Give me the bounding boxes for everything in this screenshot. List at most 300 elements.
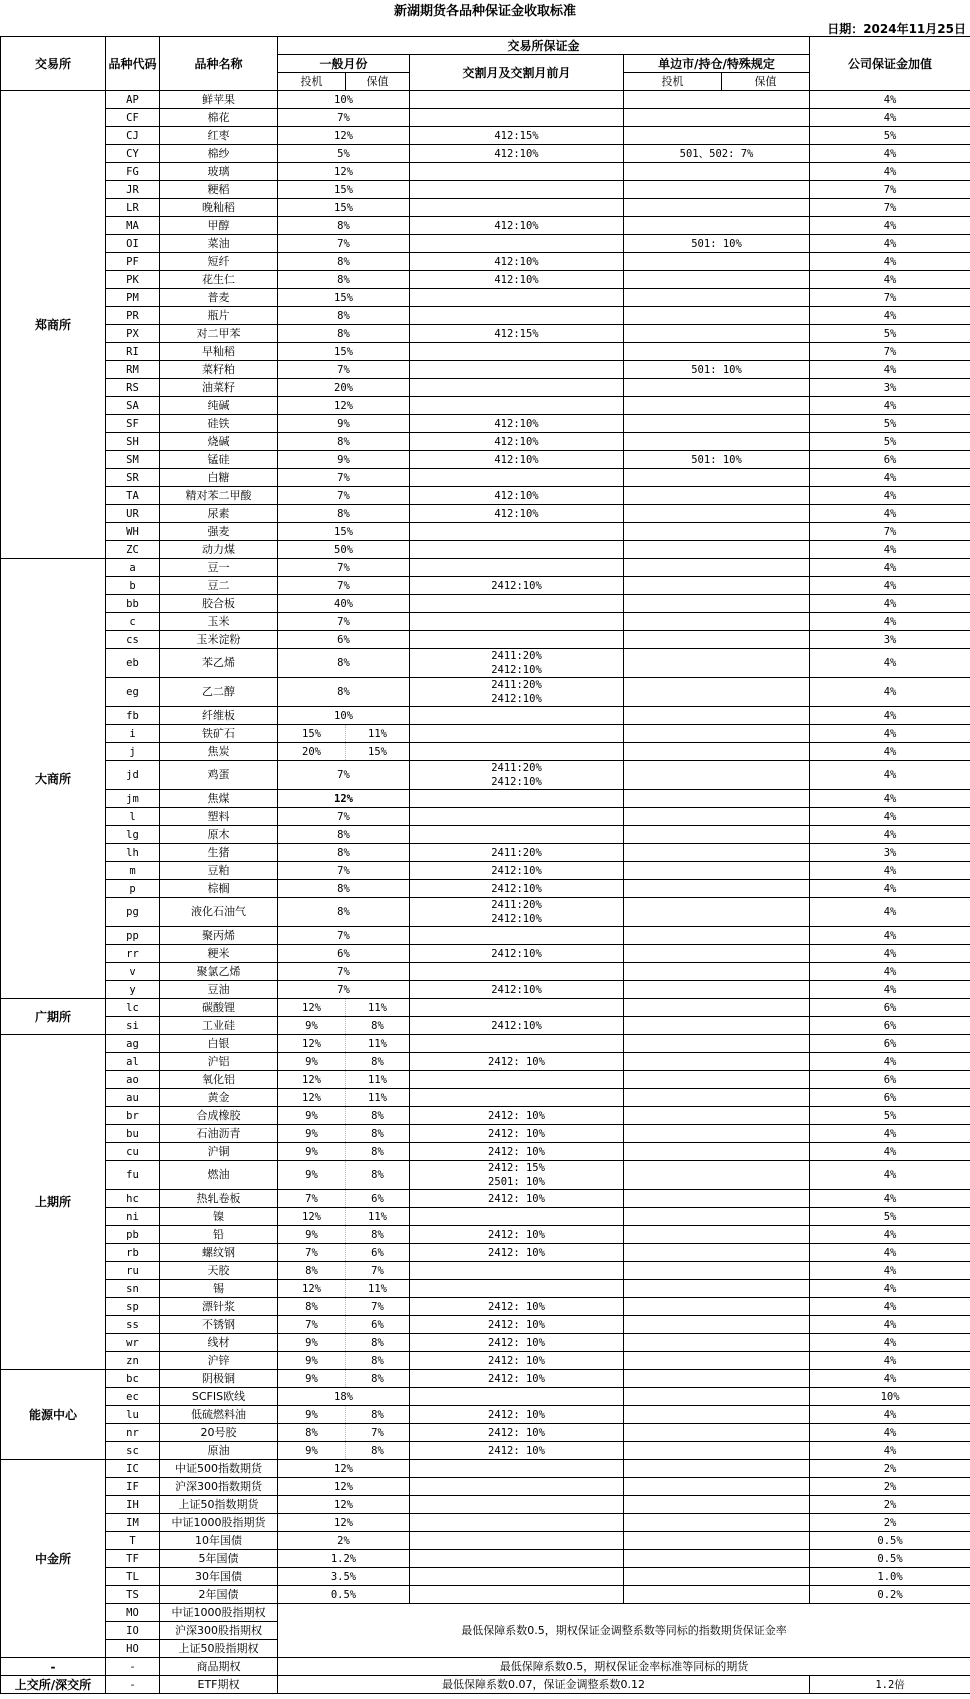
speculation-cell: 8% <box>278 1298 346 1316</box>
code-cell: fb <box>106 707 160 725</box>
delivery-cell <box>410 199 624 217</box>
speculation-cell: 7% <box>278 1316 346 1334</box>
company-add-cell: 0.5% <box>810 1532 970 1550</box>
code-cell: eg <box>106 678 160 707</box>
table-row <box>1 1424 970 1442</box>
hedge-cell: 6% <box>346 1316 410 1334</box>
speculation-cell: 7% <box>278 1190 346 1208</box>
special-cell <box>624 844 810 862</box>
code-cell: lh <box>106 844 160 862</box>
code-cell: AP <box>106 91 160 109</box>
name-cell: 原油 <box>160 1442 278 1460</box>
speculation-cell: 12% <box>278 1514 410 1532</box>
hedge-cell: 8% <box>346 1053 410 1071</box>
delivery-cell: 2412: 10% <box>410 1226 624 1244</box>
table-row <box>1 1496 970 1514</box>
name-cell: 玉米 <box>160 613 278 631</box>
code-cell: fu <box>106 1161 160 1190</box>
special-cell <box>624 1262 810 1280</box>
special-cell <box>624 469 810 487</box>
table-row <box>1 505 970 523</box>
name-cell: 早籼稻 <box>160 343 278 361</box>
code-cell: IM <box>106 1514 160 1532</box>
code-cell: pp <box>106 927 160 945</box>
name-cell: 豆油 <box>160 981 278 999</box>
speculation-cell: 12% <box>278 397 410 415</box>
table-row <box>1 1604 970 1622</box>
speculation-cell: 40% <box>278 595 410 613</box>
speculation-cell: 8% <box>278 898 410 927</box>
code-cell: IC <box>106 1460 160 1478</box>
name-cell: 聚丙烯 <box>160 927 278 945</box>
company-add-cell: 1.0% <box>810 1568 970 1586</box>
hedge-cell: 8% <box>346 1370 410 1388</box>
name-cell: 锡 <box>160 1280 278 1298</box>
table-row <box>1 808 970 826</box>
name-cell: 焦煤 <box>160 790 278 808</box>
delivery-cell: 2412: 10% <box>410 1424 624 1442</box>
speculation-cell: 12% <box>278 163 410 181</box>
code-cell: CJ <box>106 127 160 145</box>
table-row <box>1 595 970 613</box>
company-add-cell: 4% <box>810 109 970 127</box>
table-row <box>1 613 970 631</box>
company-add-cell: 4% <box>810 1190 970 1208</box>
name-cell: 焦炭 <box>160 743 278 761</box>
code-cell: pb <box>106 1226 160 1244</box>
code-cell: ZC <box>106 541 160 559</box>
code-cell: SR <box>106 469 160 487</box>
name-cell: 甲醇 <box>160 217 278 235</box>
name-cell: 沪铜 <box>160 1143 278 1161</box>
exchange-cell: 大商所 <box>1 559 106 999</box>
table-row <box>1 523 970 541</box>
delivery-cell <box>410 808 624 826</box>
code-cell: PK <box>106 271 160 289</box>
delivery-cell: 412:10% <box>410 253 624 271</box>
code-cell: pg <box>106 898 160 927</box>
company-add-cell: 4% <box>810 1226 970 1244</box>
name-cell: 短纤 <box>160 253 278 271</box>
hedge-cell: 7% <box>346 1424 410 1442</box>
etf-options-note-cell: 最低保障系数0.07，保证金调整系数0.12 <box>278 1676 810 1694</box>
speculation-cell: 9% <box>278 451 410 469</box>
company-add-cell: 4% <box>810 1334 970 1352</box>
special-cell <box>624 1190 810 1208</box>
speculation-cell: 6% <box>278 631 410 649</box>
company-add-cell: 4% <box>810 963 970 981</box>
company-add-cell: 4% <box>810 307 970 325</box>
table-row <box>1 343 970 361</box>
special-cell <box>624 397 810 415</box>
commodity-options-note-cell: 最低保障系数0.5，期权保证金率标准等同标的期货 <box>278 1658 970 1676</box>
special-cell <box>624 1226 810 1244</box>
company-add-cell: 4% <box>810 559 970 577</box>
company-add-cell: 4% <box>810 1316 970 1334</box>
exchange-cell: 中金所 <box>1 1460 106 1658</box>
code-cell: nr <box>106 1424 160 1442</box>
code-cell: LR <box>106 199 160 217</box>
company-add-cell: 4% <box>810 927 970 945</box>
speculation-cell: 15% <box>278 181 410 199</box>
company-add-cell: 4% <box>810 898 970 927</box>
name-cell: 液化石油气 <box>160 898 278 927</box>
code-cell: wr <box>106 1334 160 1352</box>
code-cell: lc <box>106 999 160 1017</box>
table-row <box>1 1568 970 1586</box>
speculation-cell: 9% <box>278 1334 346 1352</box>
delivery-cell <box>410 397 624 415</box>
delivery-cell <box>410 559 624 577</box>
name-cell: 黄金 <box>160 1089 278 1107</box>
company-add-cell: 4% <box>810 761 970 790</box>
delivery-cell: 2412: 10% <box>410 1334 624 1352</box>
speculation-cell: 0.5% <box>278 1586 410 1604</box>
company-add-cell: 4% <box>810 880 970 898</box>
delivery-cell <box>410 631 624 649</box>
speculation-cell: 50% <box>278 541 410 559</box>
speculation-cell: 15% <box>278 343 410 361</box>
name-cell: 铅 <box>160 1226 278 1244</box>
special-cell <box>624 981 810 999</box>
code-cell: WH <box>106 523 160 541</box>
delivery-cell <box>410 1089 624 1107</box>
table-row <box>1 415 970 433</box>
table-row <box>1 145 970 163</box>
speculation-cell: 9% <box>278 1017 346 1035</box>
name-cell: 尿素 <box>160 505 278 523</box>
table-row <box>1 541 970 559</box>
table-row <box>1 397 970 415</box>
table-body <box>1 91 970 1694</box>
delivery-cell: 2412:10% <box>410 862 624 880</box>
special-cell <box>624 1496 810 1514</box>
delivery-cell: 2412: 10% <box>410 1316 624 1334</box>
table-row <box>1 1442 970 1460</box>
delivery-cell: 2412: 10% <box>410 1352 624 1370</box>
name-cell: 塑料 <box>160 808 278 826</box>
code-cell: hc <box>106 1190 160 1208</box>
name-cell: 精对苯二甲酸 <box>160 487 278 505</box>
delivery-cell <box>410 725 624 743</box>
company-add-cell: 4% <box>810 253 970 271</box>
name-cell: 上证50股指期权 <box>160 1640 278 1658</box>
code-cell: ss <box>106 1316 160 1334</box>
special-cell <box>624 1388 810 1406</box>
name-cell: 燃油 <box>160 1161 278 1190</box>
hedge-cell: 15% <box>346 743 410 761</box>
hedge-cell: 11% <box>346 725 410 743</box>
special-cell <box>624 325 810 343</box>
special-cell <box>624 725 810 743</box>
special-cell <box>624 880 810 898</box>
company-add-cell: 4% <box>810 649 970 678</box>
name-cell: 氧化铝 <box>160 1071 278 1089</box>
company-add-cell: 6% <box>810 1071 970 1089</box>
hedge-cell: 6% <box>346 1244 410 1262</box>
table-row <box>1 199 970 217</box>
code-cell: PF <box>106 253 160 271</box>
code-cell: ag <box>106 1035 160 1053</box>
hedge-cell: 8% <box>346 1226 410 1244</box>
delivery-cell-line-2: 2412:10% <box>491 693 542 705</box>
hedge-cell: 8% <box>346 1107 410 1125</box>
special-cell <box>624 1352 810 1370</box>
delivery-cell: 2412: 10% <box>410 1053 624 1071</box>
delivery-cell-line-1: 2412: 15% <box>488 1162 545 1174</box>
exchange-cell: 郑商所 <box>1 91 106 559</box>
table-row <box>1 1226 970 1244</box>
hedge-cell: 6% <box>346 1190 410 1208</box>
special-cell <box>624 109 810 127</box>
speculation-cell: 7% <box>278 761 410 790</box>
company-add-cell: 4% <box>810 271 970 289</box>
company-add-cell: 4% <box>810 1406 970 1424</box>
delivery-cell <box>410 1586 624 1604</box>
code-cell: ao <box>106 1071 160 1089</box>
table-row <box>1 379 970 397</box>
company-add-cell: 4% <box>810 1161 970 1190</box>
code-cell: c <box>106 613 160 631</box>
company-add-cell: 1.2倍 <box>810 1676 970 1694</box>
special-cell <box>624 999 810 1017</box>
code-cell: eb <box>106 649 160 678</box>
delivery-cell <box>410 1262 624 1280</box>
name-cell: 棉花 <box>160 109 278 127</box>
special-cell <box>624 613 810 631</box>
special-cell <box>624 505 810 523</box>
company-add-cell: 4% <box>810 487 970 505</box>
table-row <box>1 235 970 253</box>
code-cell: si <box>106 1017 160 1035</box>
table-row <box>1 707 970 725</box>
table-row <box>1 1352 970 1370</box>
hedge-cell: 11% <box>346 999 410 1017</box>
code-cell: IF <box>106 1478 160 1496</box>
delivery-cell: 412:10% <box>410 271 624 289</box>
delivery-cell-line-2: 2412:10% <box>491 776 542 788</box>
name-cell: 天胶 <box>160 1262 278 1280</box>
table-row <box>1 325 970 343</box>
code-cell: MA <box>106 217 160 235</box>
name-cell: 花生仁 <box>160 271 278 289</box>
header-exchange: 交易所 <box>1 37 106 91</box>
exchange-cell: 上期所 <box>1 1035 106 1370</box>
name-cell: 原木 <box>160 826 278 844</box>
speculation-cell: 7% <box>278 469 410 487</box>
delivery-cell <box>410 678 624 707</box>
special-cell <box>624 307 810 325</box>
code-cell: JR <box>106 181 160 199</box>
name-cell: 中证500指数期货 <box>160 1460 278 1478</box>
special-cell <box>624 790 810 808</box>
special-cell <box>624 927 810 945</box>
code-cell: a <box>106 559 160 577</box>
name-cell: 棉纱 <box>160 145 278 163</box>
table-row <box>1 1316 970 1334</box>
name-cell: 烧碱 <box>160 433 278 451</box>
speculation-cell: 2% <box>278 1532 410 1550</box>
name-cell: 热轧卷板 <box>160 1190 278 1208</box>
table-row <box>1 649 970 678</box>
hedge-cell: 7% <box>346 1298 410 1316</box>
company-add-cell: 4% <box>810 1053 970 1071</box>
company-add-cell: 7% <box>810 343 970 361</box>
delivery-cell: 2412:10% <box>410 981 624 999</box>
company-add-cell: 3% <box>810 844 970 862</box>
table-row <box>1 307 970 325</box>
speculation-cell: 6% <box>278 945 410 963</box>
special-cell <box>624 1406 810 1424</box>
name-cell: 商品期权 <box>160 1658 278 1676</box>
hedge-cell: 8% <box>346 1334 410 1352</box>
name-cell: 聚氯乙烯 <box>160 963 278 981</box>
delivery-cell <box>410 999 624 1017</box>
name-cell: 沪锌 <box>160 1352 278 1370</box>
code-cell: TS <box>106 1586 160 1604</box>
company-add-cell: 4% <box>810 1442 970 1460</box>
code-cell: ru <box>106 1262 160 1280</box>
header-company-add: 公司保证金加值 <box>810 37 970 91</box>
exchange-cell: 上交所/深交所 <box>1 1676 106 1694</box>
special-cell <box>624 1370 810 1388</box>
name-cell: 中证1000股指期货 <box>160 1514 278 1532</box>
company-add-cell: 4% <box>810 743 970 761</box>
speculation-cell: 8% <box>278 880 410 898</box>
delivery-cell: 2411:20% <box>410 844 624 862</box>
code-cell: bu <box>106 1125 160 1143</box>
company-add-cell: 5% <box>810 1208 970 1226</box>
code-cell: m <box>106 862 160 880</box>
options-note-cell: 最低保障系数0.5，期权保证金调整系数等同标的指数期货保证金率 <box>278 1604 970 1658</box>
speculation-cell: 9% <box>278 1352 346 1370</box>
table-row <box>1 743 970 761</box>
speculation-cell: 7% <box>278 361 410 379</box>
margin-table <box>0 36 970 1694</box>
name-cell: 晚籼稻 <box>160 199 278 217</box>
company-add-cell: 4% <box>810 707 970 725</box>
speculation-cell: 12% <box>278 127 410 145</box>
table-row <box>1 559 970 577</box>
name-cell: 菜油 <box>160 235 278 253</box>
company-add-cell: 4% <box>810 469 970 487</box>
company-add-cell: 4% <box>810 541 970 559</box>
delivery-cell <box>410 1388 624 1406</box>
special-cell <box>624 1280 810 1298</box>
hedge-cell: 11% <box>346 1280 410 1298</box>
speculation-cell: 7% <box>278 862 410 880</box>
code-cell: UR <box>106 505 160 523</box>
special-cell <box>624 945 810 963</box>
delivery-cell <box>410 1208 624 1226</box>
hedge-cell: 8% <box>346 1352 410 1370</box>
special-cell <box>624 862 810 880</box>
table-row <box>1 1208 970 1226</box>
company-add-cell: 6% <box>810 451 970 469</box>
hedge-cell: 7% <box>346 1262 410 1280</box>
header-hedge: 保值 <box>346 73 410 91</box>
company-add-cell: 2% <box>810 1496 970 1514</box>
code-cell: IO <box>106 1622 160 1640</box>
delivery-cell: 2412:10% <box>410 880 624 898</box>
name-cell: 白糖 <box>160 469 278 487</box>
hedge-cell: 8% <box>346 1017 410 1035</box>
name-cell: 阴极铜 <box>160 1370 278 1388</box>
table-row <box>1 826 970 844</box>
special-cell <box>624 826 810 844</box>
delivery-cell <box>410 109 624 127</box>
company-add-cell: 5% <box>810 1107 970 1125</box>
table-row <box>1 1280 970 1298</box>
speculation-cell: 12% <box>278 999 346 1017</box>
company-add-cell: 5% <box>810 325 970 343</box>
code-cell: cu <box>106 1143 160 1161</box>
speculation-cell: 18% <box>278 1388 410 1406</box>
code-cell: IH <box>106 1496 160 1514</box>
delivery-cell-line-1: 2411:20% <box>491 762 542 774</box>
speculation-cell: 10% <box>278 91 410 109</box>
code-cell: PM <box>106 289 160 307</box>
speculation-cell: 9% <box>278 1143 346 1161</box>
delivery-cell <box>410 898 624 927</box>
table-row <box>1 999 970 1017</box>
delivery-cell <box>410 1460 624 1478</box>
speculation-cell: 8% <box>278 1262 346 1280</box>
exchange-cell: 能源中心 <box>1 1370 106 1460</box>
company-add-cell: 4% <box>810 945 970 963</box>
delivery-cell <box>410 541 624 559</box>
name-cell: 上证50指数期货 <box>160 1496 278 1514</box>
delivery-cell <box>410 1280 624 1298</box>
special-cell <box>624 163 810 181</box>
table-row <box>1 127 970 145</box>
speculation-cell: 7% <box>278 613 410 631</box>
special-cell <box>624 1089 810 1107</box>
delivery-cell <box>410 649 624 678</box>
name-cell: 生猪 <box>160 844 278 862</box>
delivery-cell: 412:10% <box>410 451 624 469</box>
special-cell <box>624 743 810 761</box>
delivery-cell <box>410 469 624 487</box>
table-row <box>1 945 970 963</box>
name-cell: 镍 <box>160 1208 278 1226</box>
special-cell <box>624 1071 810 1089</box>
speculation-cell: 12% <box>278 1071 346 1089</box>
code-cell: SH <box>106 433 160 451</box>
special-cell <box>624 271 810 289</box>
name-cell: 碳酸锂 <box>160 999 278 1017</box>
code-cell: y <box>106 981 160 999</box>
code-cell: PR <box>106 307 160 325</box>
speculation-cell: 8% <box>278 253 410 271</box>
code-cell: TL <box>106 1568 160 1586</box>
company-add-cell: 4% <box>810 862 970 880</box>
name-cell: 白银 <box>160 1035 278 1053</box>
special-cell <box>624 1298 810 1316</box>
name-cell: 沪深300股指期权 <box>160 1622 278 1640</box>
table-row <box>1 1125 970 1143</box>
speculation-cell: 3.5% <box>278 1568 410 1586</box>
delivery-cell <box>410 1071 624 1089</box>
speculation-cell: 9% <box>278 1107 346 1125</box>
special-cell <box>624 577 810 595</box>
name-cell: 2年国债 <box>160 1586 278 1604</box>
table-row <box>1 1586 970 1604</box>
code-cell: zn <box>106 1352 160 1370</box>
company-add-cell: 3% <box>810 631 970 649</box>
speculation-cell: 8% <box>278 325 410 343</box>
special-cell <box>624 91 810 109</box>
